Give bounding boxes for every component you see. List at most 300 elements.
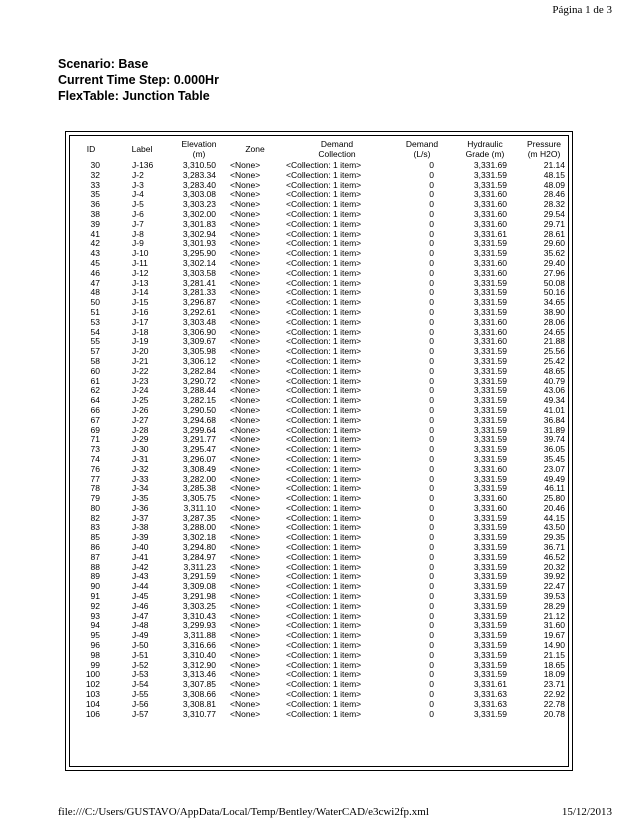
cell-zone: <None> bbox=[230, 493, 261, 504]
cell-demand-collection: <Collection: 1 item> bbox=[286, 385, 362, 396]
cell-demand: 0 bbox=[429, 375, 434, 386]
cell-demand: 0 bbox=[429, 424, 434, 435]
cell-demand: 0 bbox=[429, 483, 434, 494]
cell-elevation: 3,282.84 bbox=[182, 365, 216, 376]
cell-elevation: 3,294.80 bbox=[182, 542, 216, 553]
cell-hydraulic-grade: 3,331.59 bbox=[473, 375, 507, 386]
cell-id: 77 bbox=[90, 473, 100, 484]
cell-demand: 0 bbox=[429, 689, 434, 700]
cell-id: 64 bbox=[90, 395, 100, 406]
cell-elevation: 3,302.00 bbox=[182, 208, 216, 219]
cell-pressure: 23.07 bbox=[543, 463, 565, 474]
cell-zone: <None> bbox=[230, 336, 261, 347]
cell-pressure: 25.42 bbox=[543, 355, 565, 366]
cell-label: J-37 bbox=[132, 512, 149, 523]
table-row bbox=[68, 710, 570, 720]
cell-hydraulic-grade: 3,331.60 bbox=[473, 267, 507, 278]
cell-zone: <None> bbox=[230, 297, 261, 308]
cell-demand: 0 bbox=[429, 620, 434, 631]
cell-id: 60 bbox=[90, 365, 100, 376]
cell-pressure: 36.05 bbox=[543, 444, 565, 455]
cell-elevation: 3,303.08 bbox=[182, 189, 216, 200]
cell-label: J-22 bbox=[132, 365, 149, 376]
cell-demand: 0 bbox=[429, 532, 434, 543]
cell-zone: <None> bbox=[230, 483, 261, 494]
cell-demand: 0 bbox=[429, 640, 434, 651]
cell-elevation: 3,303.48 bbox=[182, 316, 216, 327]
cell-id: 89 bbox=[90, 571, 100, 582]
cell-elevation: 3,296.07 bbox=[182, 453, 216, 464]
cell-pressure: 29.35 bbox=[543, 532, 565, 543]
cell-demand: 0 bbox=[429, 169, 434, 180]
cell-label: J-40 bbox=[132, 542, 149, 553]
cell-id: 71 bbox=[90, 434, 100, 445]
cell-pressure: 31.89 bbox=[543, 424, 565, 435]
cell-demand: 0 bbox=[429, 306, 434, 317]
cell-demand-collection: <Collection: 1 item> bbox=[286, 640, 362, 651]
cell-demand-collection: <Collection: 1 item> bbox=[286, 698, 362, 709]
cell-hydraulic-grade: 3,331.61 bbox=[473, 228, 507, 239]
cell-demand-collection: <Collection: 1 item> bbox=[286, 561, 362, 572]
cell-pressure: 21.88 bbox=[543, 336, 565, 347]
cell-demand-collection: <Collection: 1 item> bbox=[286, 502, 362, 513]
column-header-line2: (m H2O) bbox=[527, 149, 561, 159]
cell-elevation: 3,309.67 bbox=[182, 336, 216, 347]
cell-label: J-10 bbox=[132, 248, 149, 259]
cell-pressure: 29.54 bbox=[543, 208, 565, 219]
cell-zone: <None> bbox=[230, 189, 261, 200]
cell-demand-collection: <Collection: 1 item> bbox=[286, 414, 362, 425]
cell-id: 93 bbox=[90, 610, 100, 621]
cell-label: J-18 bbox=[132, 326, 149, 337]
cell-id: 62 bbox=[90, 385, 100, 396]
cell-zone: <None> bbox=[230, 218, 261, 229]
cell-elevation: 3,288.44 bbox=[182, 385, 216, 396]
cell-zone: <None> bbox=[230, 306, 261, 317]
cell-hydraulic-grade: 3,331.59 bbox=[473, 512, 507, 523]
cell-demand: 0 bbox=[429, 385, 434, 396]
column-header-label bbox=[114, 137, 170, 161]
cell-demand-collection: <Collection: 1 item> bbox=[286, 228, 362, 239]
column-header-zone bbox=[228, 137, 282, 161]
cell-pressure: 21.12 bbox=[543, 610, 565, 621]
cell-hydraulic-grade: 3,331.59 bbox=[473, 444, 507, 455]
cell-hydraulic-grade: 3,331.59 bbox=[473, 591, 507, 602]
cell-elevation: 3,303.25 bbox=[182, 600, 216, 611]
cell-label: J-48 bbox=[132, 620, 149, 631]
cell-label: J-33 bbox=[132, 473, 149, 484]
cell-zone: <None> bbox=[230, 375, 261, 386]
cell-demand-collection: <Collection: 1 item> bbox=[286, 179, 362, 190]
cell-hydraulic-grade: 3,331.60 bbox=[473, 257, 507, 268]
cell-hydraulic-grade: 3,331.59 bbox=[473, 395, 507, 406]
cell-demand: 0 bbox=[429, 610, 434, 621]
cell-demand: 0 bbox=[429, 208, 434, 219]
column-header-line1: Pressure bbox=[526, 139, 561, 149]
cell-label: J-9 bbox=[132, 238, 144, 249]
cell-zone: <None> bbox=[230, 355, 261, 366]
cell-demand: 0 bbox=[429, 179, 434, 190]
column-header-line1: ID bbox=[86, 144, 96, 154]
cell-elevation: 3,307.85 bbox=[182, 679, 216, 690]
cell-zone: <None> bbox=[230, 512, 261, 523]
cell-pressure: 49.34 bbox=[543, 395, 565, 406]
cell-id: 103 bbox=[85, 689, 100, 700]
cell-label: J-4 bbox=[132, 189, 144, 200]
cell-demand-collection: <Collection: 1 item> bbox=[286, 395, 362, 406]
cell-zone: <None> bbox=[230, 267, 261, 278]
cell-hydraulic-grade: 3,331.60 bbox=[473, 199, 507, 210]
cell-demand-collection: <Collection: 1 item> bbox=[286, 169, 362, 180]
cell-pressure: 43.06 bbox=[543, 385, 565, 396]
cell-elevation: 3,299.64 bbox=[182, 424, 216, 435]
cell-hydraulic-grade: 3,331.59 bbox=[473, 620, 507, 631]
cell-elevation: 3,306.90 bbox=[182, 326, 216, 337]
cell-zone: <None> bbox=[230, 453, 261, 464]
cell-elevation: 3,311.23 bbox=[183, 561, 216, 572]
cell-elevation: 3,303.58 bbox=[182, 267, 216, 278]
cell-id: 88 bbox=[90, 561, 100, 572]
cell-demand-collection: <Collection: 1 item> bbox=[286, 375, 362, 386]
cell-demand: 0 bbox=[429, 297, 434, 308]
column-header-elevation bbox=[170, 137, 228, 161]
file-path: file:///C:/Users/GUSTAVO/AppData/Local/Temp/Bentley/WaterCAD/e3cwi2fp.xml bbox=[58, 806, 429, 818]
cell-id: 102 bbox=[85, 679, 100, 690]
report-title-block bbox=[58, 56, 219, 104]
cell-hydraulic-grade: 3,331.60 bbox=[473, 316, 507, 327]
cell-zone: <None> bbox=[230, 689, 261, 700]
cell-demand-collection: <Collection: 1 item> bbox=[286, 542, 362, 553]
cell-demand-collection: <Collection: 1 item> bbox=[286, 649, 362, 660]
cell-pressure: 25.56 bbox=[543, 346, 565, 357]
cell-id: 106 bbox=[85, 708, 100, 719]
junction-table bbox=[68, 137, 570, 719]
cell-demand: 0 bbox=[429, 502, 434, 513]
cell-id: 45 bbox=[90, 257, 100, 268]
cell-zone: <None> bbox=[230, 591, 261, 602]
cell-demand: 0 bbox=[429, 248, 434, 259]
cell-pressure: 14.90 bbox=[543, 640, 565, 651]
cell-hydraulic-grade: 3,331.59 bbox=[473, 238, 507, 249]
cell-pressure: 20.46 bbox=[543, 502, 565, 513]
cell-pressure: 18.09 bbox=[543, 669, 565, 680]
cell-elevation: 3,294.68 bbox=[182, 414, 216, 425]
cell-demand: 0 bbox=[429, 346, 434, 357]
cell-label: J-21 bbox=[132, 355, 149, 366]
cell-demand-collection: <Collection: 1 item> bbox=[286, 453, 362, 464]
page-number: Página 1 de 3 bbox=[552, 4, 612, 16]
cell-id: 104 bbox=[85, 698, 100, 709]
cell-hydraulic-grade: 3,331.60 bbox=[473, 189, 507, 200]
cell-demand: 0 bbox=[429, 277, 434, 288]
cell-label: J-35 bbox=[132, 493, 149, 504]
cell-id: 80 bbox=[90, 502, 100, 513]
cell-pressure: 39.53 bbox=[543, 591, 565, 602]
cell-pressure: 50.08 bbox=[543, 277, 565, 288]
cell-demand-collection: <Collection: 1 item> bbox=[286, 336, 362, 347]
cell-label: J-12 bbox=[132, 267, 149, 278]
cell-demand: 0 bbox=[429, 649, 434, 660]
cell-zone: <None> bbox=[230, 669, 261, 680]
cell-demand-collection: <Collection: 1 item> bbox=[286, 512, 362, 523]
cell-label: J-53 bbox=[132, 669, 149, 680]
cell-demand-collection: <Collection: 1 item> bbox=[286, 591, 362, 602]
cell-elevation: 3,302.18 bbox=[182, 532, 216, 543]
cell-demand: 0 bbox=[429, 659, 434, 670]
cell-hydraulic-grade: 3,331.59 bbox=[473, 551, 507, 562]
cell-label: J-19 bbox=[132, 336, 149, 347]
cell-id: 95 bbox=[90, 630, 100, 641]
cell-demand: 0 bbox=[429, 581, 434, 592]
cell-id: 90 bbox=[90, 581, 100, 592]
cell-elevation: 3,308.49 bbox=[182, 463, 216, 474]
cell-elevation: 3,308.81 bbox=[182, 698, 216, 709]
cell-demand: 0 bbox=[429, 444, 434, 455]
cell-zone: <None> bbox=[230, 277, 261, 288]
cell-pressure: 39.74 bbox=[543, 434, 565, 445]
cell-zone: <None> bbox=[230, 620, 261, 631]
cell-demand-collection: <Collection: 1 item> bbox=[286, 444, 362, 455]
column-header-line1: Demand bbox=[320, 139, 354, 149]
cell-pressure: 22.78 bbox=[543, 698, 565, 709]
cell-zone: <None> bbox=[230, 522, 261, 533]
cell-zone: <None> bbox=[230, 463, 261, 474]
cell-demand-collection: <Collection: 1 item> bbox=[286, 346, 362, 357]
cell-id: 66 bbox=[90, 404, 100, 415]
cell-zone: <None> bbox=[230, 532, 261, 543]
cell-zone: <None> bbox=[230, 257, 261, 268]
cell-pressure: 21.14 bbox=[543, 160, 565, 170]
cell-demand: 0 bbox=[429, 542, 434, 553]
cell-id: 78 bbox=[90, 483, 100, 494]
column-header-pressure bbox=[518, 137, 570, 161]
cell-id: 46 bbox=[90, 267, 100, 278]
cell-zone: <None> bbox=[230, 610, 261, 621]
column-header-id bbox=[68, 137, 114, 161]
cell-id: 50 bbox=[90, 297, 100, 308]
cell-hydraulic-grade: 3,331.59 bbox=[473, 630, 507, 641]
cell-pressure: 46.52 bbox=[543, 551, 565, 562]
cell-elevation: 3,290.72 bbox=[182, 375, 216, 386]
cell-demand: 0 bbox=[429, 473, 434, 484]
cell-demand-collection: <Collection: 1 item> bbox=[286, 434, 362, 445]
cell-demand-collection: <Collection: 1 item> bbox=[286, 571, 362, 582]
cell-pressure: 46.11 bbox=[544, 483, 565, 494]
cell-pressure: 31.60 bbox=[543, 620, 565, 631]
cell-pressure: 23.71 bbox=[543, 679, 565, 690]
cell-zone: <None> bbox=[230, 179, 261, 190]
cell-demand-collection: <Collection: 1 item> bbox=[286, 316, 362, 327]
cell-demand-collection: <Collection: 1 item> bbox=[286, 189, 362, 200]
cell-label: J-8 bbox=[132, 228, 144, 239]
cell-hydraulic-grade: 3,331.59 bbox=[473, 708, 507, 719]
cell-elevation: 3,310.40 bbox=[182, 649, 216, 660]
cell-elevation: 3,281.41 bbox=[182, 277, 216, 288]
cell-demand-collection: <Collection: 1 item> bbox=[286, 630, 362, 641]
cell-pressure: 35.45 bbox=[543, 453, 565, 464]
cell-zone: <None> bbox=[230, 444, 261, 455]
cell-zone: <None> bbox=[230, 434, 261, 445]
cell-elevation: 3,290.50 bbox=[182, 404, 216, 415]
cell-pressure: 24.65 bbox=[543, 326, 565, 337]
cell-pressure: 48.15 bbox=[543, 169, 565, 180]
cell-pressure: 19.67 bbox=[543, 630, 565, 641]
cell-elevation: 3,301.93 bbox=[182, 238, 216, 249]
cell-elevation: 3,291.77 bbox=[182, 434, 216, 445]
cell-demand: 0 bbox=[429, 698, 434, 709]
table-body bbox=[68, 161, 570, 719]
cell-zone: <None> bbox=[230, 542, 261, 553]
cell-elevation: 3,296.87 bbox=[182, 297, 216, 308]
cell-id: 87 bbox=[90, 551, 100, 562]
cell-label: J-11 bbox=[132, 257, 148, 268]
cell-label: J-56 bbox=[132, 698, 149, 709]
cell-elevation: 3,310.43 bbox=[182, 610, 216, 621]
cell-pressure: 18.65 bbox=[543, 659, 565, 670]
cell-pressure: 20.32 bbox=[543, 561, 565, 572]
cell-label: J-47 bbox=[132, 610, 149, 621]
cell-hydraulic-grade: 3,331.59 bbox=[473, 169, 507, 180]
cell-demand-collection: <Collection: 1 item> bbox=[286, 463, 362, 474]
cell-hydraulic-grade: 3,331.60 bbox=[473, 493, 507, 504]
cell-demand: 0 bbox=[429, 453, 434, 464]
cell-label: J-46 bbox=[132, 600, 149, 611]
cell-zone: <None> bbox=[230, 414, 261, 425]
cell-label: J-55 bbox=[132, 689, 149, 700]
cell-zone: <None> bbox=[230, 698, 261, 709]
cell-demand: 0 bbox=[429, 571, 434, 582]
cell-demand-collection: <Collection: 1 item> bbox=[286, 493, 362, 504]
cell-label: J-14 bbox=[132, 287, 149, 298]
cell-pressure: 28.32 bbox=[543, 199, 565, 210]
cell-hydraulic-grade: 3,331.59 bbox=[473, 434, 507, 445]
cell-hydraulic-grade: 3,331.60 bbox=[473, 326, 507, 337]
cell-id: 67 bbox=[90, 414, 100, 425]
cell-pressure: 28.61 bbox=[543, 228, 565, 239]
cell-hydraulic-grade: 3,331.60 bbox=[473, 218, 507, 229]
cell-demand: 0 bbox=[429, 189, 434, 200]
cell-zone: <None> bbox=[230, 228, 261, 239]
cell-label: J-30 bbox=[132, 444, 149, 455]
cell-elevation: 3,311.10 bbox=[183, 502, 216, 513]
cell-hydraulic-grade: 3,331.59 bbox=[473, 365, 507, 376]
cell-demand: 0 bbox=[429, 395, 434, 406]
cell-zone: <None> bbox=[230, 708, 261, 719]
cell-label: J-42 bbox=[132, 561, 149, 572]
cell-demand: 0 bbox=[429, 414, 434, 425]
cell-label: J-34 bbox=[132, 483, 149, 494]
cell-elevation: 3,285.38 bbox=[182, 483, 216, 494]
cell-zone: <None> bbox=[230, 238, 261, 249]
cell-id: 43 bbox=[90, 248, 100, 259]
cell-demand: 0 bbox=[429, 512, 434, 523]
cell-elevation: 3,283.40 bbox=[182, 179, 216, 190]
cell-demand-collection: <Collection: 1 item> bbox=[286, 659, 362, 670]
cell-elevation: 3,287.35 bbox=[182, 512, 216, 523]
cell-hydraulic-grade: 3,331.60 bbox=[473, 208, 507, 219]
cell-demand: 0 bbox=[429, 316, 434, 327]
cell-zone: <None> bbox=[230, 473, 261, 484]
cell-elevation: 3,295.90 bbox=[182, 248, 216, 259]
cell-id: 36 bbox=[90, 199, 100, 210]
cell-id: 73 bbox=[90, 444, 100, 455]
cell-label: J-57 bbox=[132, 708, 149, 719]
cell-label: J-136 bbox=[132, 160, 154, 170]
cell-hydraulic-grade: 3,331.60 bbox=[473, 336, 507, 347]
cell-id: 53 bbox=[90, 316, 100, 327]
cell-id: 79 bbox=[90, 493, 100, 504]
cell-demand: 0 bbox=[429, 463, 434, 474]
cell-hydraulic-grade: 3,331.59 bbox=[473, 649, 507, 660]
cell-pressure: 40.79 bbox=[543, 375, 565, 386]
column-header-line2: (m) bbox=[192, 149, 206, 159]
cell-zone: <None> bbox=[230, 395, 261, 406]
cell-id: 76 bbox=[90, 463, 100, 474]
cell-hydraulic-grade: 3,331.59 bbox=[473, 179, 507, 190]
print-date: 15/12/2013 bbox=[561, 806, 612, 818]
cell-elevation: 3,309.08 bbox=[182, 581, 216, 592]
cell-demand-collection: <Collection: 1 item> bbox=[286, 483, 362, 494]
cell-elevation: 3,302.94 bbox=[182, 228, 216, 239]
column-header-hydraulic-grade bbox=[452, 137, 518, 161]
cell-id: 86 bbox=[90, 542, 100, 553]
cell-demand: 0 bbox=[429, 199, 434, 210]
cell-hydraulic-grade: 3,331.59 bbox=[473, 610, 507, 621]
cell-label: J-54 bbox=[132, 679, 149, 690]
cell-hydraulic-grade: 3,331.59 bbox=[473, 404, 507, 415]
cell-label: J-50 bbox=[132, 640, 149, 651]
cell-zone: <None> bbox=[230, 649, 261, 660]
cell-elevation: 3,282.00 bbox=[182, 473, 216, 484]
cell-pressure: 43.50 bbox=[543, 522, 565, 533]
cell-hydraulic-grade: 3,331.59 bbox=[473, 669, 507, 680]
cell-hydraulic-grade: 3,331.59 bbox=[473, 287, 507, 298]
cell-id: 51 bbox=[90, 306, 100, 317]
cell-hydraulic-grade: 3,331.59 bbox=[473, 561, 507, 572]
cell-elevation: 3,282.15 bbox=[182, 395, 216, 406]
cell-zone: <None> bbox=[230, 287, 261, 298]
cell-demand: 0 bbox=[429, 238, 434, 249]
cell-demand: 0 bbox=[429, 561, 434, 572]
cell-elevation: 3,283.34 bbox=[182, 169, 216, 180]
cell-pressure: 28.06 bbox=[543, 316, 565, 327]
cell-elevation: 3,310.77 bbox=[182, 708, 216, 719]
cell-hydraulic-grade: 3,331.59 bbox=[473, 306, 507, 317]
cell-label: J-15 bbox=[132, 297, 149, 308]
cell-hydraulic-grade: 3,331.60 bbox=[473, 502, 507, 513]
column-header-demand-collection bbox=[282, 137, 392, 161]
cell-demand-collection: <Collection: 1 item> bbox=[286, 610, 362, 621]
cell-pressure: 50.16 bbox=[543, 287, 565, 298]
cell-id: 85 bbox=[90, 532, 100, 543]
cell-demand-collection: <Collection: 1 item> bbox=[286, 551, 362, 562]
cell-elevation: 3,313.46 bbox=[182, 669, 216, 680]
cell-zone: <None> bbox=[230, 346, 261, 357]
cell-zone: <None> bbox=[230, 640, 261, 651]
cell-zone: <None> bbox=[230, 600, 261, 611]
cell-zone: <None> bbox=[230, 199, 261, 210]
cell-elevation: 3,316.66 bbox=[182, 640, 216, 651]
cell-hydraulic-grade: 3,331.59 bbox=[473, 473, 507, 484]
cell-hydraulic-grade: 3,331.59 bbox=[473, 532, 507, 543]
cell-hydraulic-grade: 3,331.59 bbox=[473, 453, 507, 464]
cell-hydraulic-grade: 3,331.59 bbox=[473, 640, 507, 651]
cell-pressure: 25.80 bbox=[543, 493, 565, 504]
cell-demand-collection: <Collection: 1 item> bbox=[286, 424, 362, 435]
cell-hydraulic-grade: 3,331.59 bbox=[473, 248, 507, 259]
cell-demand-collection: <Collection: 1 item> bbox=[286, 267, 362, 278]
cell-label: J-28 bbox=[132, 424, 149, 435]
